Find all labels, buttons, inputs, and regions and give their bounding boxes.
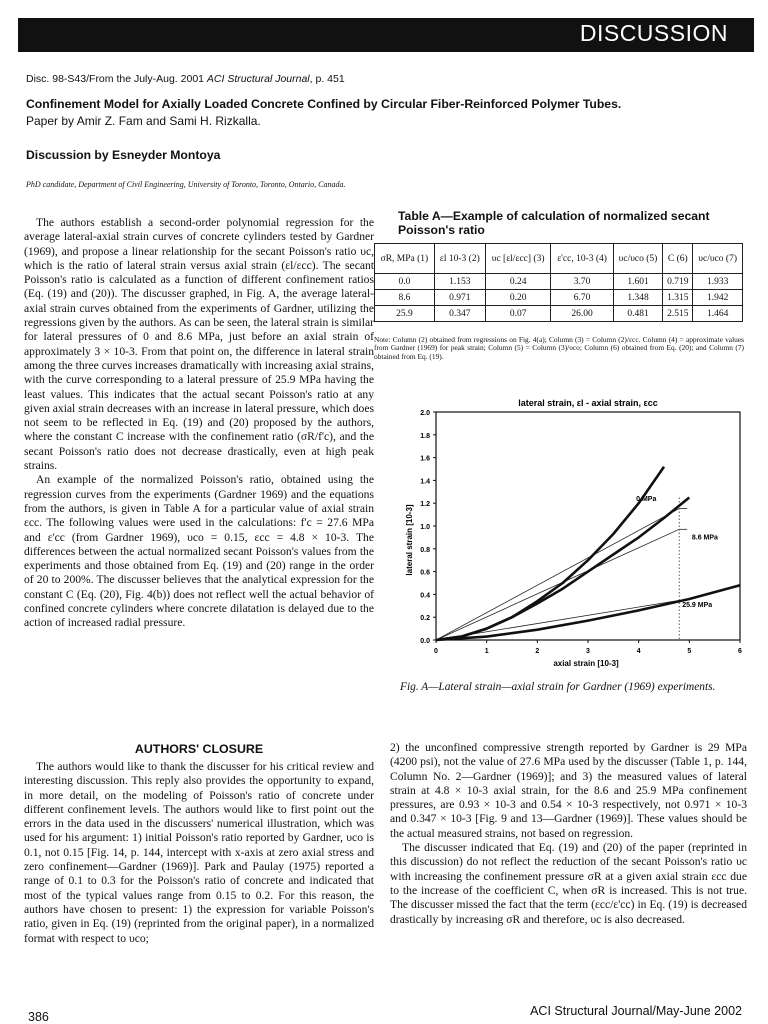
y-tick-label: 1.4 [420, 478, 430, 486]
x-tick-label: 5 [687, 648, 692, 655]
series-line-25-9mpa [436, 585, 740, 640]
y-tick-label: 1.8 [420, 432, 430, 440]
table-cell: 1.315 [663, 290, 693, 306]
y-tick-label: 0.0 [420, 638, 430, 645]
closure-body [24, 760, 374, 946]
paper-authors: Paper by Amir Z. Fam and Sami H. Rizkalla. [26, 114, 261, 128]
table-row [375, 274, 743, 290]
table-header-cell: υc [εl/εcc] (3) [485, 244, 551, 274]
secant-line [436, 529, 679, 640]
x-tick-label: 4 [636, 648, 641, 655]
table-header-cell: ε'cc, 10-3 (4) [551, 244, 613, 274]
x-tick-label: 6 [738, 648, 742, 655]
table-cell: 0.347 [434, 306, 485, 322]
table-cell: 0.719 [663, 274, 693, 290]
table-cell: 26.00 [551, 306, 613, 322]
series-line-8-6mpa [436, 495, 689, 641]
table-cell: 0.481 [613, 306, 663, 322]
table-cell: 0.07 [485, 306, 551, 322]
table-note: Note: Column (2) obtained from regressions on Fig. 4(a); Column (3) = Column (2)/εcc. Column (4) = approximate values from Gardner (1969) for peak strain; Column (5) = Column (3)/υco; Column (6) obtained from Eq. (20); and Column (7) obtained from Eq. (19). [374, 335, 744, 361]
table-a [374, 243, 743, 322]
paper-title: Confinement Model for Axially Loaded Concrete Confined by Circular Fiber-Reinforced Polymer Tubes. [26, 97, 622, 111]
table-cell: 1.933 [693, 274, 743, 290]
closure-paragraph: 2) the unconfined compressive strength reported by Gardner is 29 MPa (4200 psi), not the value of 27.6 MPa used by the discusser (Table 1, p. 144, Column No. 2—Gardner (1969)]; and 3) the measured values of lateral strain at 4.8 × 10-3 axial strain, for the 8.6 and 25.9 MPa confinement pressures, are 0.93 × 10-3 and 0.54 × 10-3 respectively, not 0.971 × 10-3 and 0.347 × 10-3 [Fig. 9 and 13—Gardner (1969)]. These values should be the actual measured strains, not based on regression. [390, 741, 747, 840]
discussion-byline: Discussion by Esneyder Montoya [26, 148, 221, 162]
series-label: 0 MPa [636, 495, 657, 503]
discussion-body [24, 216, 374, 631]
table-header-cell: υc/υco (7) [693, 244, 743, 274]
y-tick-label: 0.6 [420, 569, 430, 577]
table-cell: 1.348 [613, 290, 663, 306]
discussion-paragraph: An example of the normalized Poisson's ratio, obtained using the regression curves from the experiments (Gardner 1969) and the equations from the authors, is given in Table A for a particular value of axial strain εcc. The following values were used in the calculations: f'c = 27.6 MPa and ε'cc (from Gardner 1969), υco = 0.15, εcc = 4.8 × 10-3. The differences between the actual normalized secant Poisson's values from the experiments and those obtained from Eq. (19) and (20) range in the order of 20 to 200%. The discusser believes that the analytical expression for the constant C (Eq. (20), Fig. 4(b)) does not reflect well the actual behavior of confined concrete cylinders where concrete dilatation is delayed due to the action of increased radial pressure. [24, 473, 374, 630]
table-cell: 1.601 [613, 274, 663, 290]
table-cell: 2.515 [663, 306, 693, 322]
chart-x-axis-label: axial strain [10-3] [553, 659, 619, 668]
table-cell: 6.70 [551, 290, 613, 306]
y-tick-label: 1.6 [420, 455, 430, 463]
table-cell: 25.9 [375, 306, 435, 322]
journal-issue: ACI Structural Journal/May-June 2002 [530, 1004, 742, 1018]
table-cell: 0.0 [375, 274, 435, 290]
y-tick-label: 2.0 [420, 410, 430, 417]
page-number: 386 [28, 1010, 49, 1024]
table-header-row [375, 244, 743, 274]
y-tick-label: 0.2 [420, 615, 430, 623]
y-tick-label: 0.8 [420, 546, 430, 554]
table-cell: 3.70 [551, 274, 613, 290]
section-label: DISCUSSION [579, 20, 728, 46]
closure-heading: AUTHORS' CLOSURE [134, 742, 264, 756]
x-tick-label: 3 [586, 648, 590, 655]
series-label: 8.6 MPa [691, 534, 718, 542]
table-row [375, 306, 743, 322]
series-line-0mpa [436, 467, 664, 640]
table-cell: 1.464 [693, 306, 743, 322]
table-header-cell: εl 10-3 (2) [434, 244, 485, 274]
chart-title: lateral strain, εl - axial strain, εcc [518, 398, 658, 408]
table-header-cell: C (6) [663, 244, 693, 274]
discusser-affiliation: PhD candidate, Department of Civil Engineering, University of Toronto, Toronto, Ontario, Canada. [26, 180, 346, 189]
table-row [375, 290, 743, 306]
chart-y-axis-label: lateral strain [10-3] [405, 504, 414, 576]
y-tick-label: 1.0 [420, 524, 430, 531]
closure-paragraph: The discusser indicated that Eq. (19) and (20) of the paper (reprinted in this discussion) do not reflect the reduction of the secant Poisson's ratio υc with increasing the confinement pressure σR at a given axial strain εcc due to the increase of the coefficient C, when σR is increased. This is not true. The discusser missed the fact that the term (εcc/ε'cc) in Eq. (19) is decreased drastically by increasing σR and therefore, υc is also decreased. [390, 841, 747, 926]
table-cell: 1.942 [693, 290, 743, 306]
x-tick-label: 1 [484, 648, 489, 655]
closure-paragraph: The authors would like to thank the discusser for his critical review and interesting discussion. This reply also provides the opportunity to expand, in more detail, on the modeling of Poisson's ratio of concrete under different confinement levels. The authors would like to first point out the errors in the data used in the discussers' numerical illustration, which was used for his argument: 1) initial Poisson's ratio reported by Gardner, υco is 0.1, not 0.15 [Fig. 14, p. 144, intercept with x-axis at zero axial stress and zero confinement—Gardner (1969)]. Park and Paulay (1975) reported a range of 0.1 to 0.3 for the Poisson's ratio of concrete and indicated that most of the typical values range from 0.15 to 0.2. For this reason, the authors have chosen to present: 1) the expression for variable Poisson's ratio, given in Eq. (19) (reprinted from the original paper), in a normalized format with respect to υco; [24, 760, 374, 945]
lateral-axial-strain-chart [388, 390, 748, 670]
section-banner [18, 18, 754, 52]
table-header-cell: υc/υco (5) [613, 244, 663, 274]
table-title: Table A—Example of calculation of normalized secant Poisson's ratio [398, 209, 710, 237]
x-tick-label: 0 [434, 648, 438, 655]
table-cell: 0.20 [485, 290, 551, 306]
figure-caption: Fig. A—Lateral strain—axial strain for Gardner (1969) experiments. [400, 681, 716, 693]
table-cell: 8.6 [375, 290, 435, 306]
series-label: 25.9 MPa [682, 601, 713, 609]
closure-body-continued [390, 741, 747, 927]
discussion-paragraph: The authors establish a second-order polynomial regression for the average lateral-axial strain curves of concrete cylinders tested by Gardner (1969), and propose a linear relationship for the secant Poisson's ratio υc, which is the ratio of lateral strain versus axial strain (εl/εcc). The secant Poisson's ratio is calculated as a function of different confinement ratios (Eq. (19) and (20)). The discusser graphed, in Fig. A, the average lateral-axial strain curves obtained from the experiments of Gardner, utilizing the regressions given by the authors. As can be seen, the lateral strain is similar for lateral pressures of 0 and 8.6 MPa, just before an axial strain of approximately 3 × 10-3. From that point on, the difference in lateral strain among the three curves increases dramatically with increasing axial strains, with the curve corresponding to a lateral pressure of 25.9 MPa having the least values. This indicates that the actual secant Poisson's ratio at any given axial strain decreases with an increase in lateral pressure, which does not seem to be reflected in Eq. (19) and (20) proposed by the authors, where the constant C increase with the confinement ratio (σR/f'c), and the secant Poisson's ratio does not decrease drastically, even at high peak strains. [24, 216, 374, 473]
table-header-cell: σR, MPa (1) [375, 244, 435, 274]
y-tick-label: 1.2 [420, 501, 430, 509]
table-cell: 1.153 [434, 274, 485, 290]
table-cell: 0.971 [434, 290, 485, 306]
discussion-reference: Disc. 98-S43/From the July-Aug. 2001 ACI Structural Journal, p. 451 [26, 73, 345, 85]
y-tick-label: 0.4 [420, 592, 430, 600]
x-tick-label: 2 [535, 648, 540, 655]
table-cell: 0.24 [485, 274, 551, 290]
